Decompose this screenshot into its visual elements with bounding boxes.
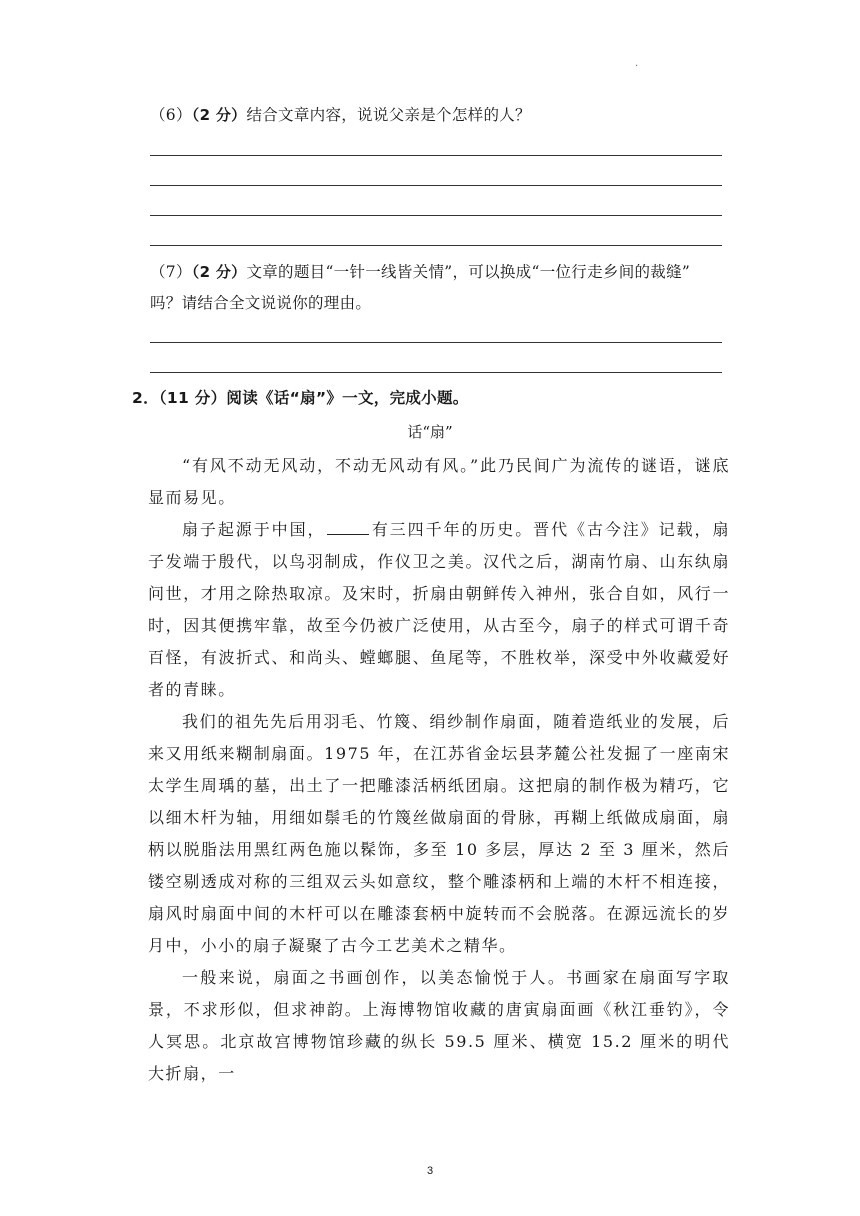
question-6-number: （6） <box>150 106 192 124</box>
answer-line[interactable] <box>150 155 722 156</box>
article-body <box>148 450 730 1090</box>
page-number: 3 <box>426 1165 434 1177</box>
question-7-text-line2: 吗？请结合全文说说你的理由。 <box>150 294 372 312</box>
question-7 <box>150 262 690 282</box>
question-6 <box>150 105 531 125</box>
paragraph-4: 一般来说，扇面之书画创作，以美态愉悦于人。书画家在扇面写字取景，不求形似，但求神韵。上海博物馆收藏的唐寅扇面画《秋江垂钓》，令人冥思。北京故宫博物馆珍藏的纵长 59.5 厘米、横宽 15.2 厘米的明代大折扇，一 <box>148 968 730 1083</box>
paragraph-2-rest: 有三四千年的历史。晋代《古今注》记载，扇子发端于殷代，以鸟羽制成，作仪卫之美。汉代之后，湖南竹扇、山东纨扇问世，才用之除热取凉。及宋时，折扇由朝鲜传入神州，张合自如，风行一时，因其便携牢靠，故至今仍被广泛使用，从古至今，扇子的样式可谓千奇百怪，有波折式、和尚头、螳螂腿、鱼尾等，不胜枚举，深受中外收藏爱好者的青睐。 <box>148 520 730 699</box>
question-7-text-line1: 文章的题目“一针一线皆关情”，可以换成“一位行走乡间的裁缝” <box>246 263 691 281</box>
paragraph-1: “有风不动无风动，不动无风动有风。”此乃民间广为流传的谜语，谜底显而易见。 <box>148 456 730 507</box>
answer-line[interactable] <box>150 245 722 246</box>
paragraph-2-start: 扇子起源于中国， <box>182 520 326 539</box>
paragraph-2 <box>148 514 730 706</box>
section-heading: 2．（11 分）阅读《话“扇”》一文，完成小题。 <box>132 389 469 407</box>
article-title: 话“扇” <box>407 423 453 441</box>
header-mark: . <box>635 58 639 69</box>
answer-line[interactable] <box>150 215 722 216</box>
answer-line[interactable] <box>150 372 722 373</box>
question-7-score: （2 分） <box>191 263 247 281</box>
question-6-score: （2 分） <box>191 106 247 124</box>
paragraph-3: 我们的祖先先后用羽毛、竹篾、绢纱制作扇面，随着造纸业的发展，后来又用纸来糊制扇面。1975 年，在江苏省金坛县茅麓公社发掘了一座南宋太学生周瑀的墓，出土了一把雕漆活柄纸团扇。这把扇的制作极为精巧，它以细木杆为轴，用细如鬃毛的竹篾丝做扇面的骨脉，再糊上纸做成扇面，扇柄以脱脂法用黑红两色施以髹饰，多至 10 多层，厚达 2 至 3 厘米，然后镂空剔透成对称的三组双云头如意纹，整个雕漆柄和上端的木杆不相连接，扇风时扇面中间的木杆可以在雕漆套柄中旋转而不会脱落。在源远流长的岁月中，小小的扇子凝聚了古今工艺美术之精华。 <box>148 712 730 955</box>
question-7-number: （7） <box>150 263 192 281</box>
question-6-text: 结合文章内容，说说父亲是个怎样的人？ <box>246 106 531 124</box>
fill-in-blank[interactable] <box>327 520 369 535</box>
answer-line[interactable] <box>150 185 722 186</box>
answer-line[interactable] <box>150 342 722 343</box>
